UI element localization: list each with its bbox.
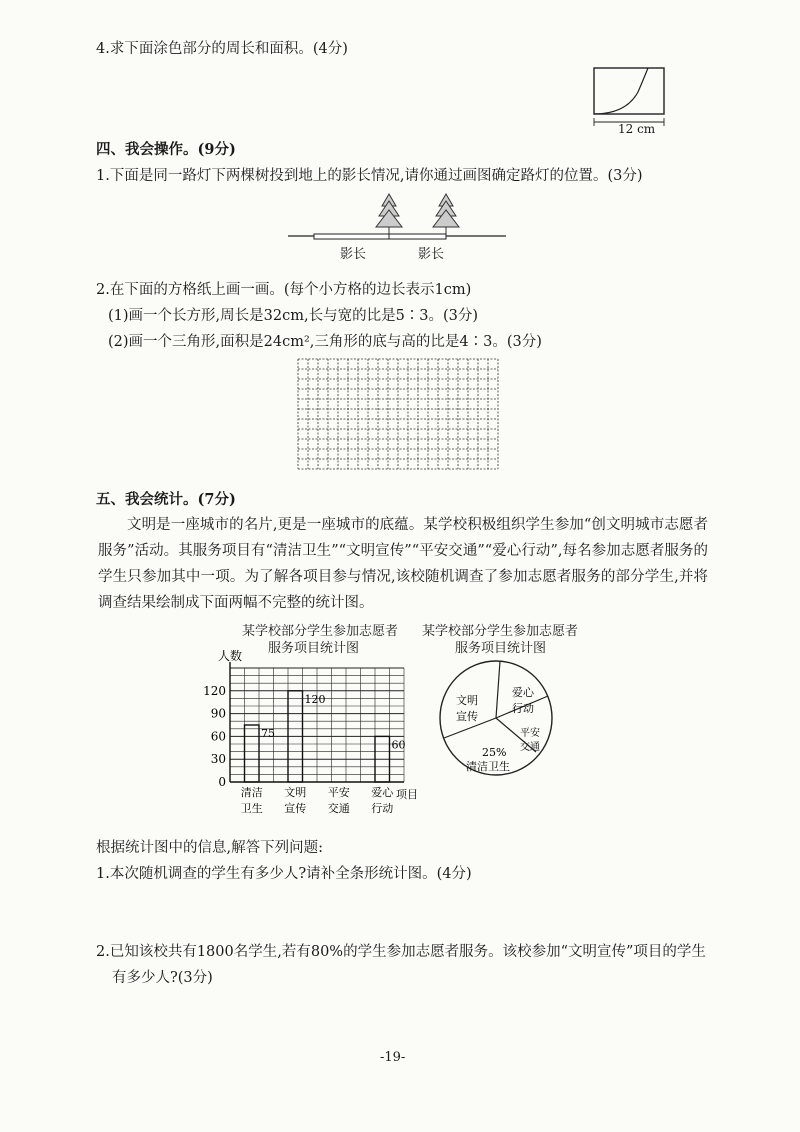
bar-chart-xtick: 清洁	[240, 786, 263, 799]
bar-chart-ytick: 60	[210, 729, 226, 744]
after-chart-text: 根据统计图中的信息,解答下列问题:	[96, 840, 323, 856]
bar-chart-ytick: 0	[218, 775, 226, 789]
section5-heading: 五、我会统计。(7分)	[96, 491, 236, 508]
graph-paper-grid[interactable]	[296, 356, 500, 472]
bar-chart-value-label: 120	[304, 692, 326, 706]
bar-chart-xtick: 文明	[284, 786, 307, 799]
section4-q2-sub2: (2)画一个三角形,面积是24cm²,三角形的底与高的比是4∶3。(3分)	[108, 334, 542, 350]
pie-label: 宣传	[456, 710, 478, 723]
pie-label: 清洁卫生	[466, 760, 510, 773]
bar-chart-xtick: 行动	[371, 802, 394, 815]
section4-heading: 四、我会操作。(9分)	[96, 141, 236, 158]
pie-label: 爱心	[512, 686, 534, 699]
pie-chart-title-line1: 某学校部分学生参加志愿者	[422, 624, 579, 639]
bar-chart-title-line1: 某学校部分学生参加志愿者	[242, 624, 399, 639]
section5-q2-line2: 有多少人?(3分)	[112, 970, 213, 986]
tree-icon	[376, 194, 402, 236]
bar-chart-xtick: 平安	[327, 786, 350, 799]
q4-prompt: 4.求下面涂色部分的周长和面积。(4分)	[96, 41, 348, 57]
section4-q1: 1.下面是同一路灯下两棵树投到地上的影长情况,请你通过画图确定路灯的位置。(3分)	[96, 168, 643, 184]
shadow-label-2: 影长	[418, 247, 445, 262]
section4-q2: 2.在下面的方格纸上画一画。(每个小方格的边长表示1cm)	[96, 282, 472, 298]
section5-paragraph: 文明是一座城市的名片,更是一座城市的底蕴。某学校积极组织学生参加“创文明城市志愿者服务”活动。其服务项目有“清洁卫生”“文明宣传”“平安交通”“爱心行动”,每名参加志愿者服务的学生只参加其中一项。为了解各项目参与情况,该校随机调查了参加志愿者服务的部分学生,并将调查结果绘制成下面两幅不完整的统计图。	[98, 517, 708, 611]
bar-chart-xlabel: 项目	[396, 788, 418, 801]
bar-chart-xtick: 爱心	[371, 786, 394, 799]
pie-chart-title-line2: 服务项目统计图	[455, 641, 547, 656]
bar-chart-bar	[245, 725, 260, 782]
pie-divider	[496, 661, 500, 718]
tree-icon	[433, 194, 459, 236]
section4-q2-sub1: (1)画一个长方形,周长是32cm,长与宽的比是5∶3。(3分)	[108, 308, 479, 324]
bar-chart-ytick: 30	[210, 752, 226, 767]
bar-chart-xtick: 宣传	[284, 802, 307, 815]
page-number: -19-	[380, 1050, 406, 1065]
section5-q1: 1.本次随机调查的学生有多少人?请补全条形统计图。(4分)	[96, 866, 472, 882]
bar-chart-title-line2: 服务项目统计图	[268, 641, 360, 656]
bar-chart-value-label: 60	[391, 738, 406, 752]
pie-label: 交通	[520, 742, 540, 753]
pie-label: 文明	[456, 694, 478, 707]
bar-chart-value-label: 75	[261, 727, 275, 740]
bar-chart-xtick: 交通	[327, 802, 350, 815]
pie-label: 25%	[482, 746, 507, 759]
bar-chart-ytick: 120	[203, 683, 226, 698]
section5-q2-line1: 2.已知该校共有1800名学生,若有80%的学生参加志愿者服务。该校参加“文明宣传”项目的学生	[96, 944, 706, 960]
pie-chart	[432, 660, 582, 780]
bar-chart-xtick: 卫生	[240, 802, 263, 815]
bar-chart-ylabel: 人数	[218, 649, 243, 663]
shadow-label-1: 影长	[340, 247, 367, 262]
figure-length-label: 12 cm	[618, 122, 656, 136]
pie-label: 行动	[512, 702, 534, 715]
bar-chart	[198, 646, 430, 826]
pie-label: 平安	[520, 728, 540, 739]
tree-shadow-figure	[288, 192, 508, 264]
bar-chart-ytick: 90	[210, 706, 226, 721]
